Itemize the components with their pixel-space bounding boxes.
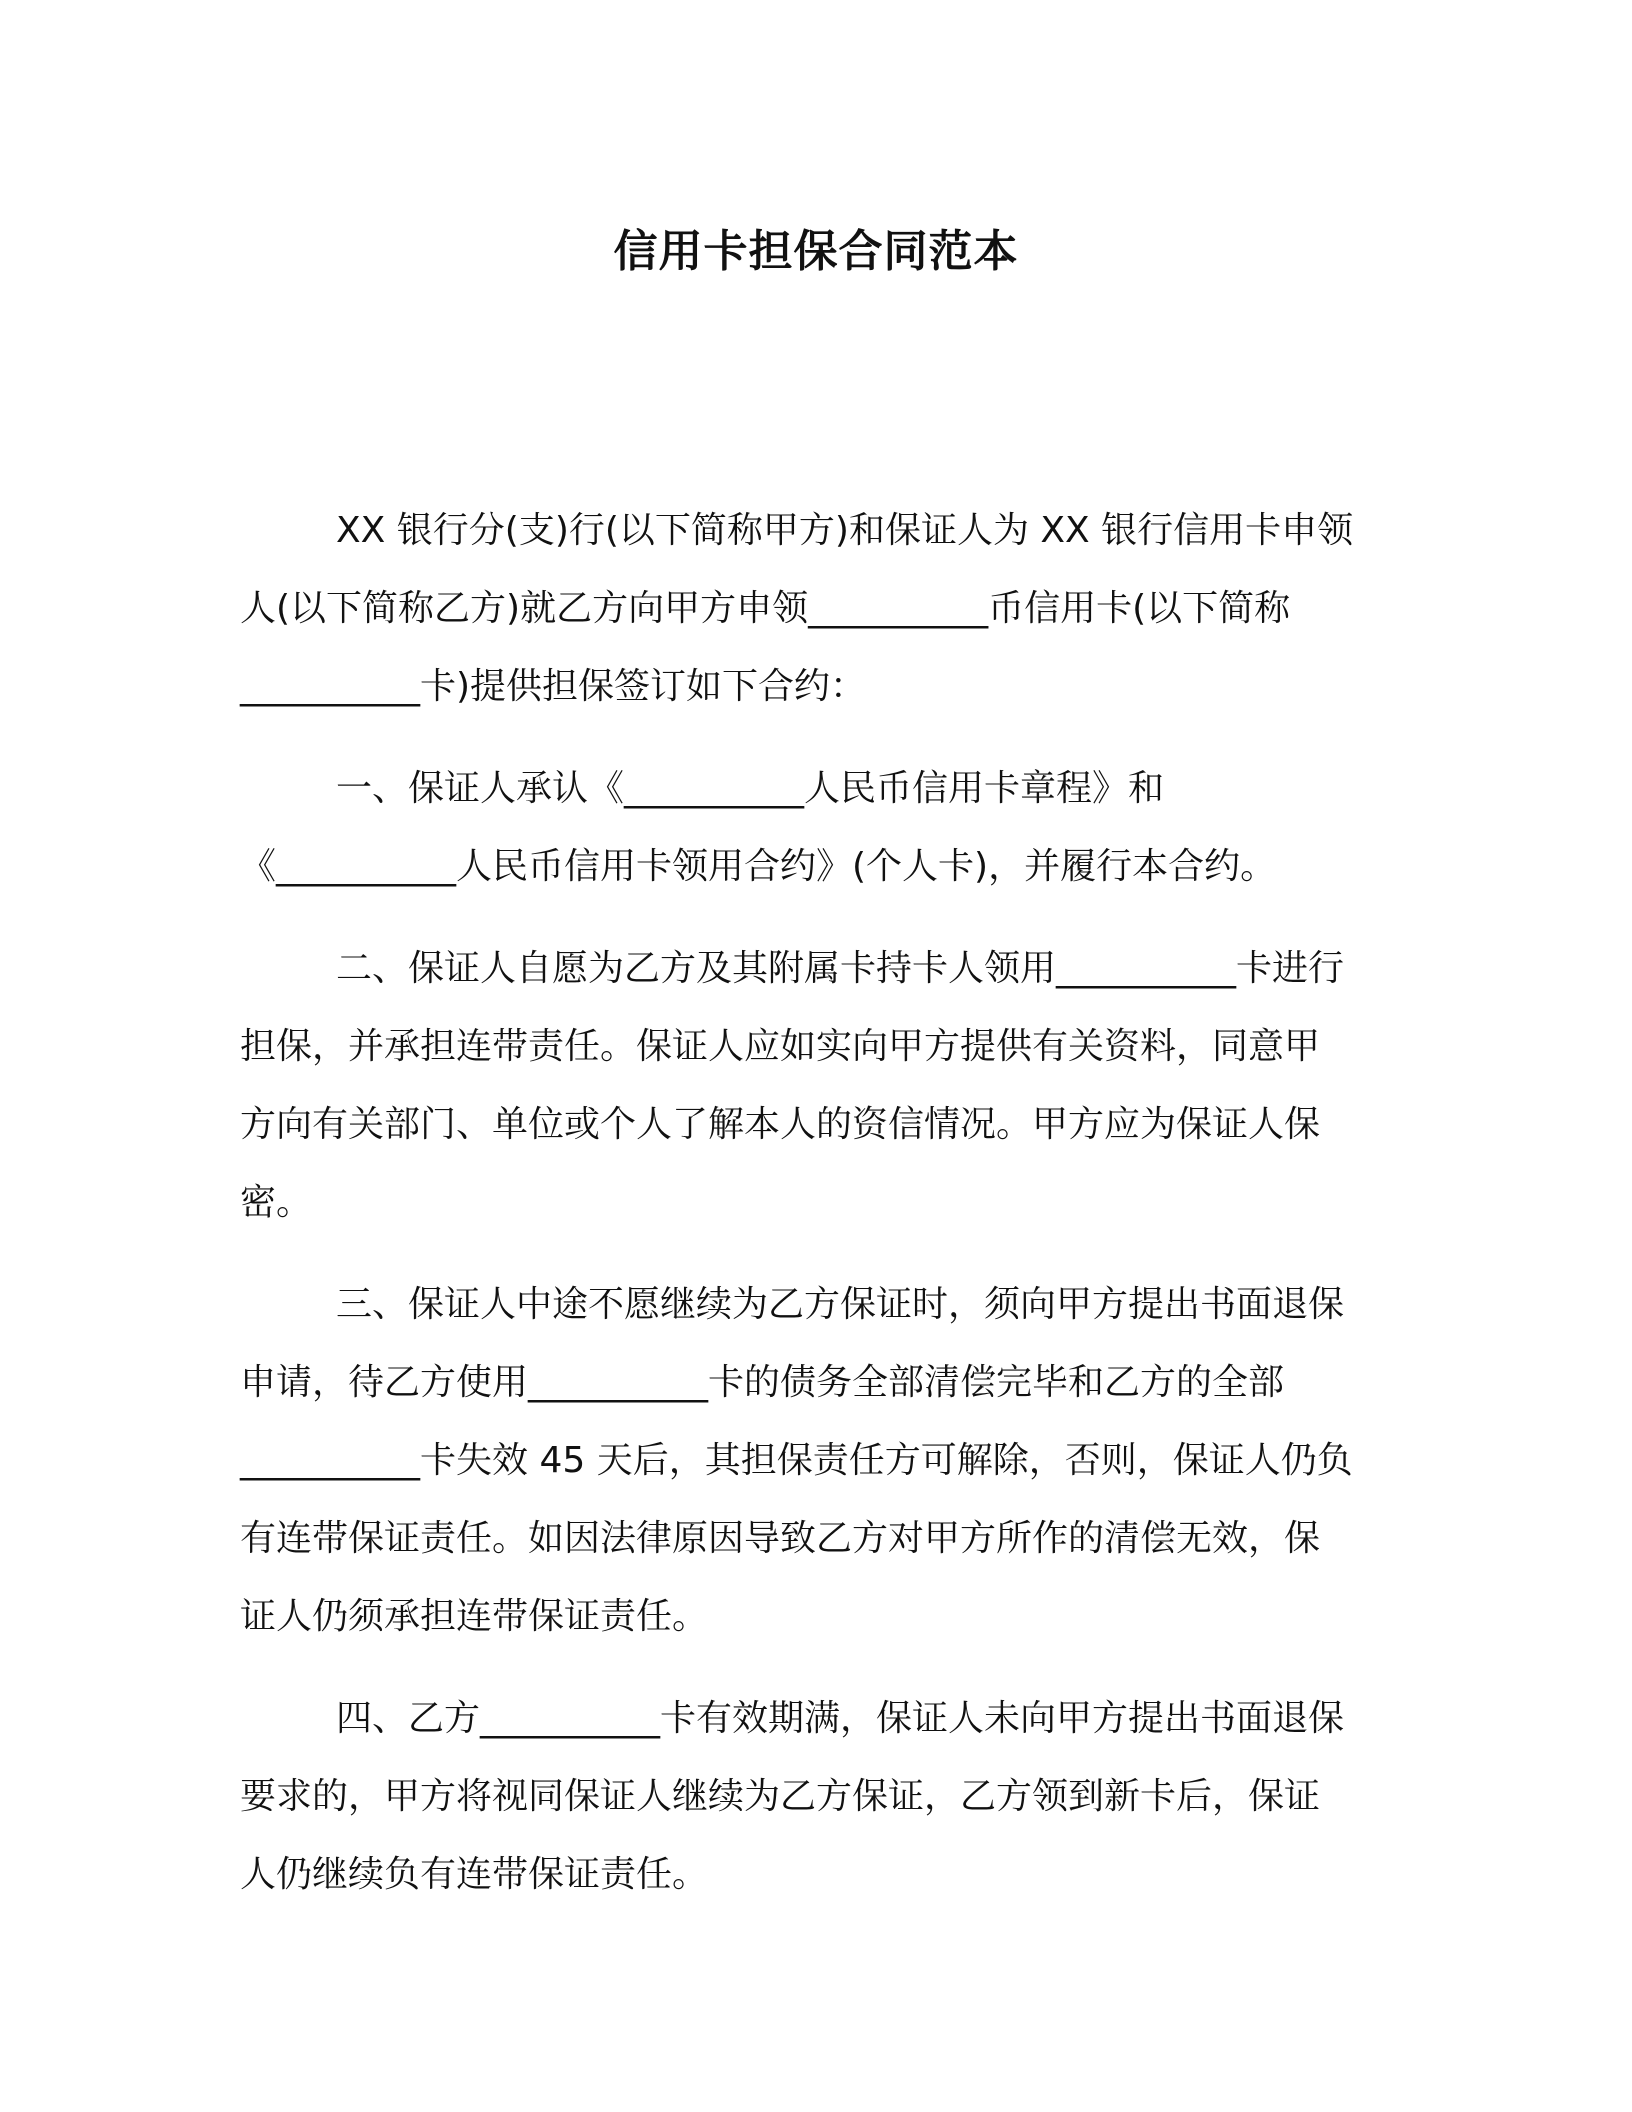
text-line: 申请，待乙方使用__________卡的债务全部清偿完毕和乙方的全部	[240, 1362, 1285, 1403]
text-line: 方向有关部门、单位或个人了解本人的资信情况。甲方应为保证人保	[240, 1104, 1321, 1145]
text-line: 有连带保证责任。如因法律原因导致乙方对甲方所作的清偿无效，保	[240, 1518, 1321, 1559]
paragraph-clause-1	[240, 750, 1380, 906]
text-line: 证人仍须承担连带保证责任。	[240, 1596, 709, 1637]
paragraph-preamble	[240, 492, 1380, 726]
text-line: 《__________人民币信用卡领用合约》(个人卡)，并履行本合约。	[240, 846, 1277, 887]
text-line: 密。	[240, 1182, 313, 1223]
text-line: 二、保证人自愿为乙方及其附属卡持卡人领用__________卡进行	[336, 948, 1345, 989]
text-line: 人仍继续负有连带保证责任。	[240, 1854, 709, 1895]
paragraph-clause-3	[240, 1266, 1380, 1656]
text-line: 担保，并承担连带责任。保证人应如实向甲方提供有关资料，同意甲	[240, 1026, 1321, 1067]
document-body	[240, 492, 1380, 1938]
text-line: XX 银行分(支)行(以下简称甲方)和保证人为 XX 银行信用卡申领	[336, 510, 1354, 551]
text-line: 要求的，甲方将视同保证人继续为乙方保证，乙方领到新卡后，保证	[240, 1776, 1321, 1817]
text-line: 人(以下简称乙方)就乙方向甲方申领__________币信用卡(以下简称	[240, 588, 1291, 629]
text-line: 四、乙方__________卡有效期满，保证人未向甲方提出书面退保	[336, 1698, 1345, 1739]
text-line: 一、保证人承认《__________人民币信用卡章程》和	[336, 768, 1165, 809]
text-line: __________卡失效 45 天后，其担保责任方可解除，否则，保证人仍负	[240, 1440, 1353, 1481]
document-title: 信用卡担保合同范本	[613, 226, 1019, 277]
paragraph-clause-4	[240, 1680, 1380, 1914]
paragraph-clause-2	[240, 930, 1380, 1242]
text-line: __________卡)提供担保签订如下合约：	[240, 666, 867, 707]
text-line: 三、保证人中途不愿继续为乙方保证时，须向甲方提出书面退保	[336, 1284, 1345, 1325]
